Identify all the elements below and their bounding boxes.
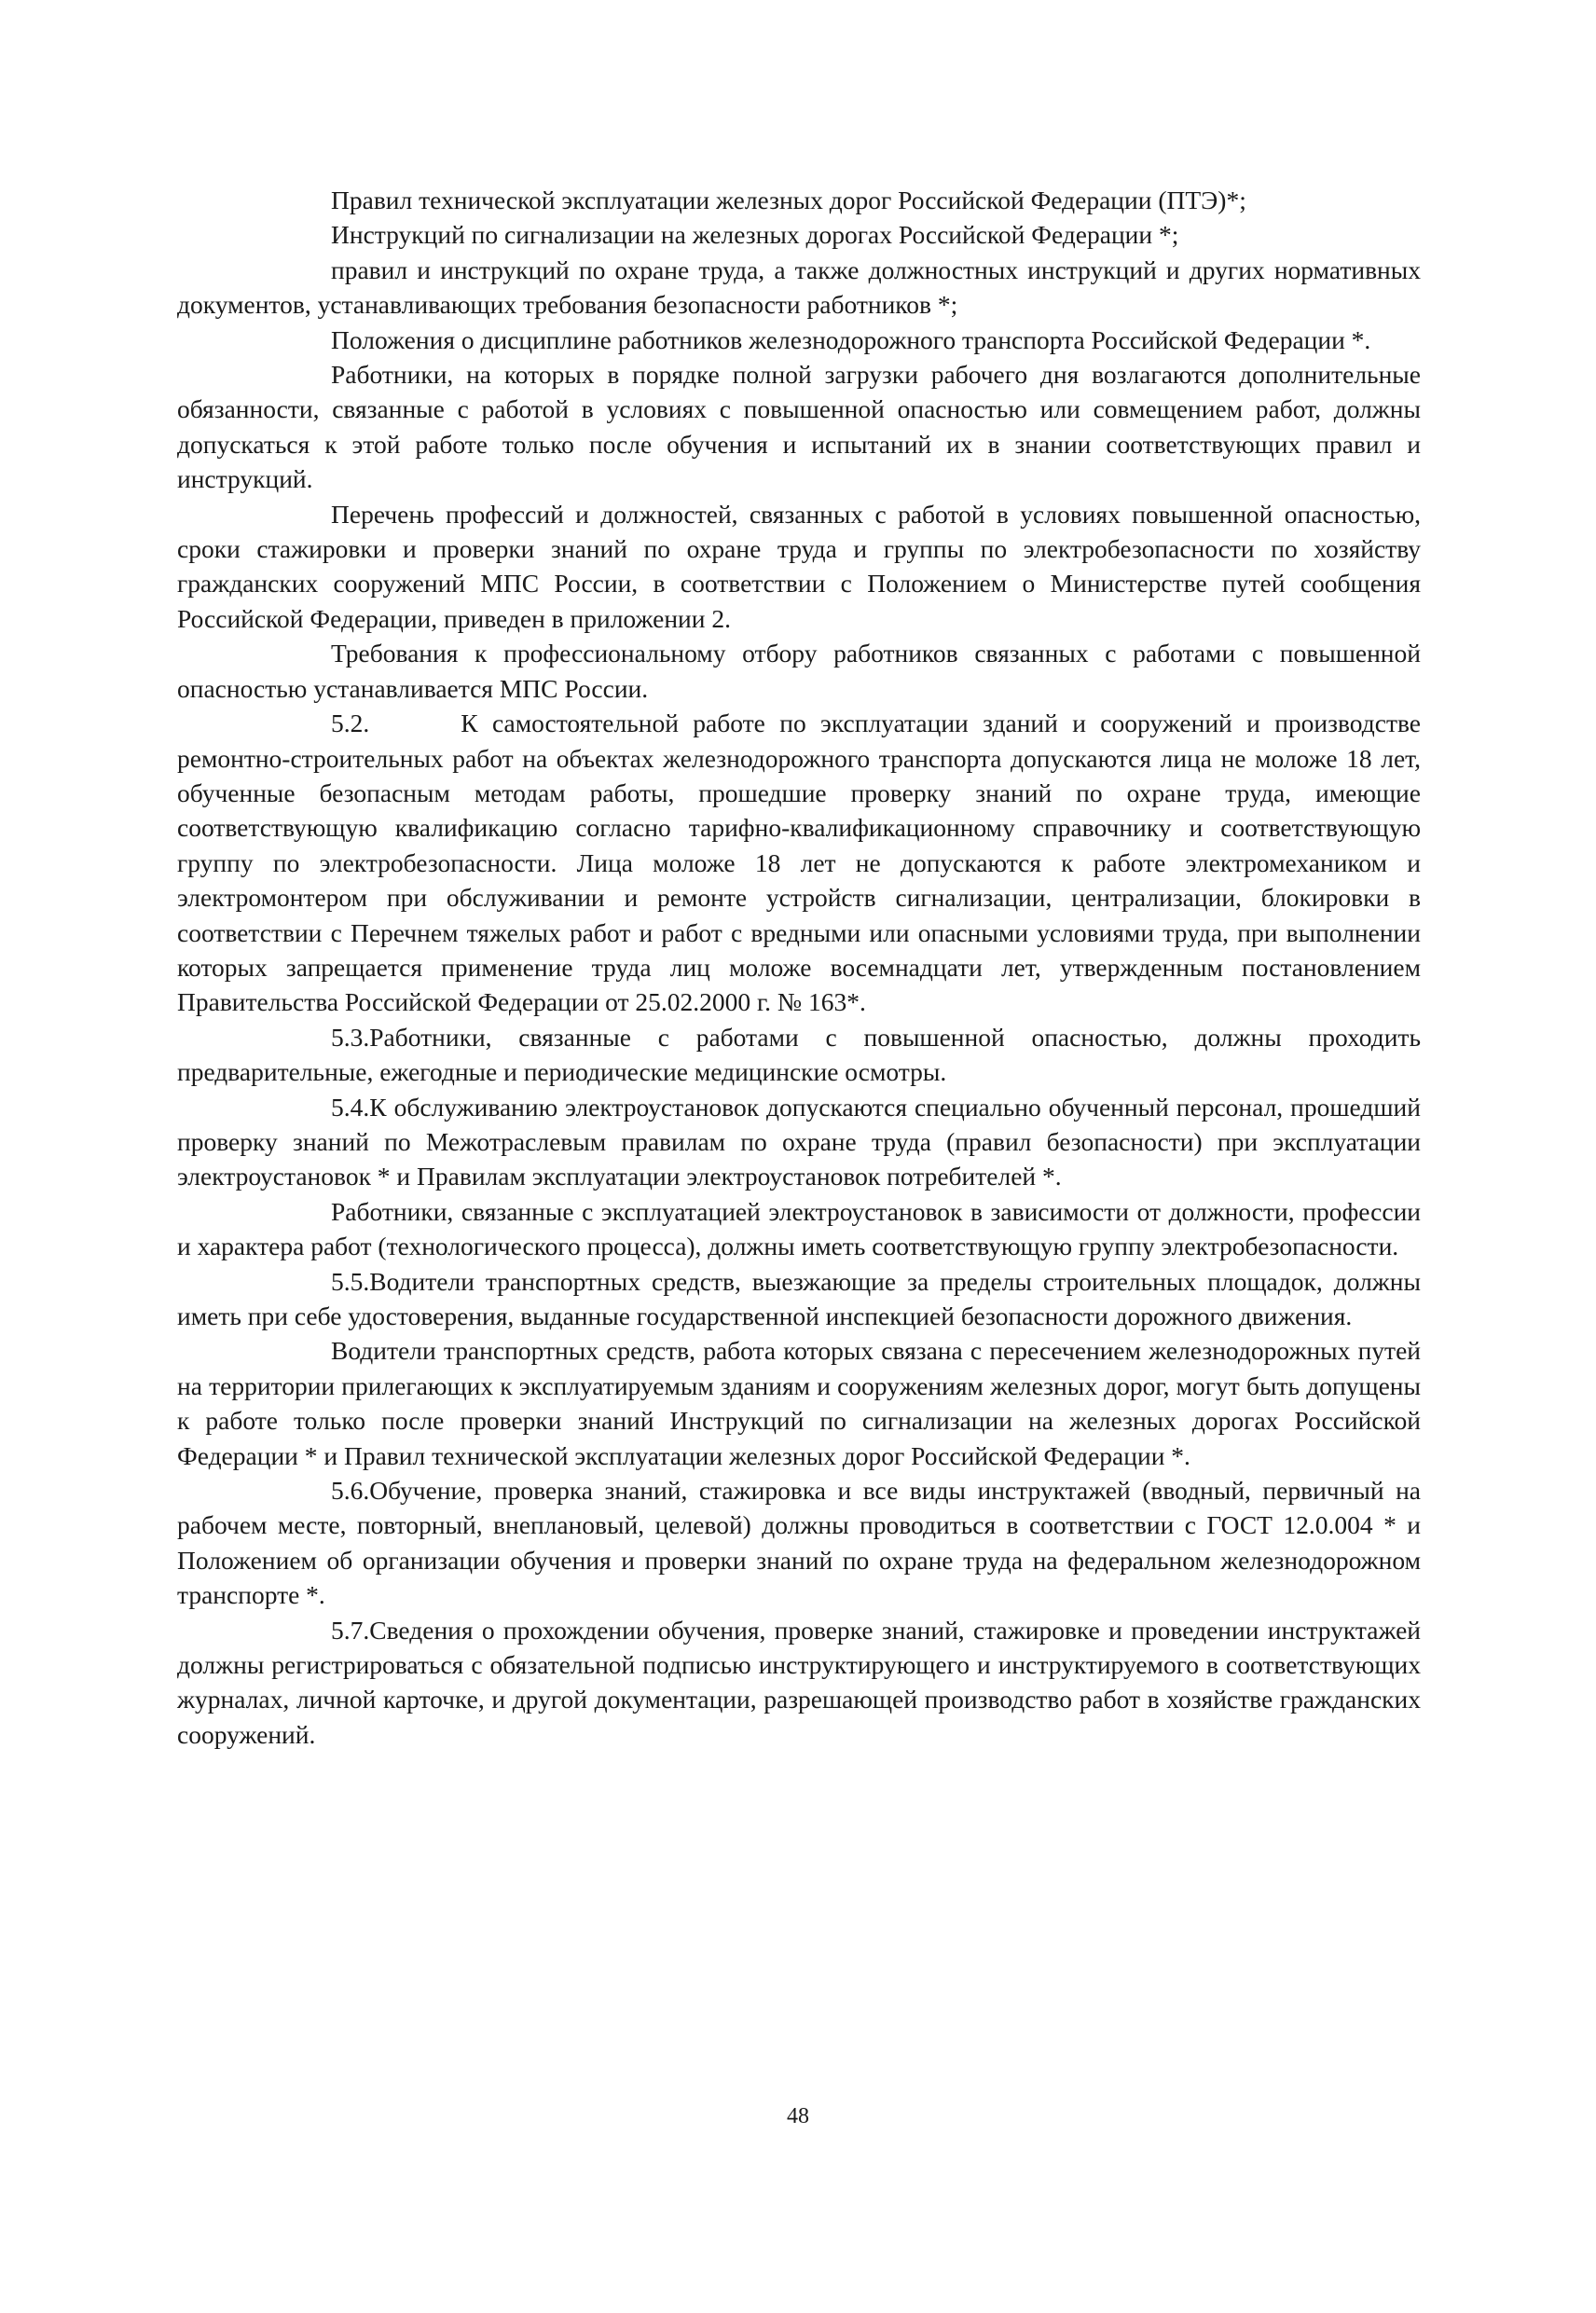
paragraph-labor-safety-rules: правил и инструкций по охране труда, а также должностных инструкций и других нормативных документов, устанавливающих требования безопасности работников *; [177, 255, 1421, 320]
section-5-2-number: 5.2. [331, 709, 370, 738]
paragraph-pte: Правил технической эксплуатации железных дорог Российской Федерации (ПТЭ)*; [331, 186, 1246, 214]
paragraph-section-5-5: 5.5.Водители транспортных средств, выезжающие за пределы строительных площадок, должны иметь при себе удостоверения, выданные государственной инспекцией безопасности дорожного движения. [177, 1266, 1421, 1330]
paragraph-electrical-group: Работники, связанные с эксплуатацией электроустановок в зависимости от должности, профессии и характера работ (технологического процесса), должны иметь соответствующую группу электробезопасности. [177, 1196, 1421, 1261]
paragraph-professions-list: Перечень профессий и должностей, связанных с работой в условиях повышенной опасностью, сроки стажировки и проверки знаний по охране труда и группы по электробезопасности по хозяйству гражданских сооружений МПС России, в соответствии с Положением о Министерстве путей сообщения Российской Федерации, приведен в приложении 2. [177, 499, 1421, 633]
paragraph-section-5-7: 5.7.Сведения о прохождении обучения, проверке знаний, стажировке и проведении инструктажей должны регистрироваться с обязательной подписью инструктирующего и инструктируемого в соответствующих журналах, личной карточке, и другой документации, разрешающей производство работ в хозяйстве гражданских сооружений. [177, 1615, 1421, 1749]
document-body [177, 183, 1421, 1752]
paragraph-section-5-2 [177, 706, 1421, 1020]
paragraph-section-5-4: 5.4.К обслуживанию электроустановок допускаются специально обученный персонал, прошедший проверку знаний по Межотраслевым правилам по охране труда (правил безопасности) при эксплуатации электроустановок * и Правилам эксплуатации электроустановок потребителей *. [177, 1092, 1421, 1191]
paragraph-signalling-instructions: Инструкций по сигнализации на железных дорогах Российской Федерации *; [331, 220, 1179, 250]
section-5-2-text: К самостоятельной работе по эксплуатации зданий и сооружений и производстве ремонтно-строительных работ на объектах железнодорожного транспорта допускаются лица не моложе 18 лет, обученные безопасным методам работы, прошедшие проверку знаний по охране труда, имеющие соответствующую квалификацию согласно тарифно-квалификационному справочнику и соответствующую группу по электробезопасности. Лица моложе 18 лет не допускаются к работе электромехаником и электромонтером при обслуживании и ремонте устройств сигнализации, централизации, блокировки в соответствии с Перечнем тяжелых работ и работ с вредными или опасными условиями труда, при выполнении которых запрещается применение труда лиц моложе восемнадцати лет, утвержденным постановлением Правительства Российской Федерации от 25.02.2000 г. № 163*. [177, 709, 1421, 1017]
paragraph-discipline-regulation: Положения о дисциплине работников железнодорожного транспорта Российской Федерации *. [331, 324, 1371, 354]
paragraph-additional-duties: Работники, на которых в порядке полной загрузки рабочего дня возлагаются дополнительные обязанности, связанные с работой в условиях с повышенной опасностью или совмещением работ, должны допускаться к этой работе только после обучения и испытаний их в знании соответствующих правил и инструкций. [177, 360, 1421, 494]
paragraph-section-5-6: 5.6.Обучение, проверка знаний, стажировка и все виды инструктажей (вводный, первичный на рабочем месте, повторный, внеплановый, целевой) должны проводиться в соответствии с ГОСТ 12.0.004 * и Положением об организации обучения и проверки знаний по охране труда на федеральном железнодорожном транспорте *. [177, 1476, 1421, 1610]
page-number: 48 [787, 2104, 809, 2128]
paragraph-professional-selection: Требования к профессиональному отбору работников связанных с работами с повышенной опасностью устанавливается МПС России. [177, 639, 1421, 703]
paragraph-drivers-crossing: Водители транспортных средств, работа которых связана с пересечением железнодорожных путей на территории прилегающих к эксплуатируемым зданиям и сооружениям железных дорог, могут быть допущены к работе только после проверки знаний Инструкций по сигнализации на железных дорогах Российской Федерации * и Правил технической эксплуатации железных дорог Российской Федерации *. [177, 1336, 1421, 1470]
paragraph-section-5-3: 5.3.Работники, связанные с работами с повышенной опасностью, должны проходить предварительные, ежегодные и периодические медицинские осмотры. [177, 1022, 1421, 1087]
